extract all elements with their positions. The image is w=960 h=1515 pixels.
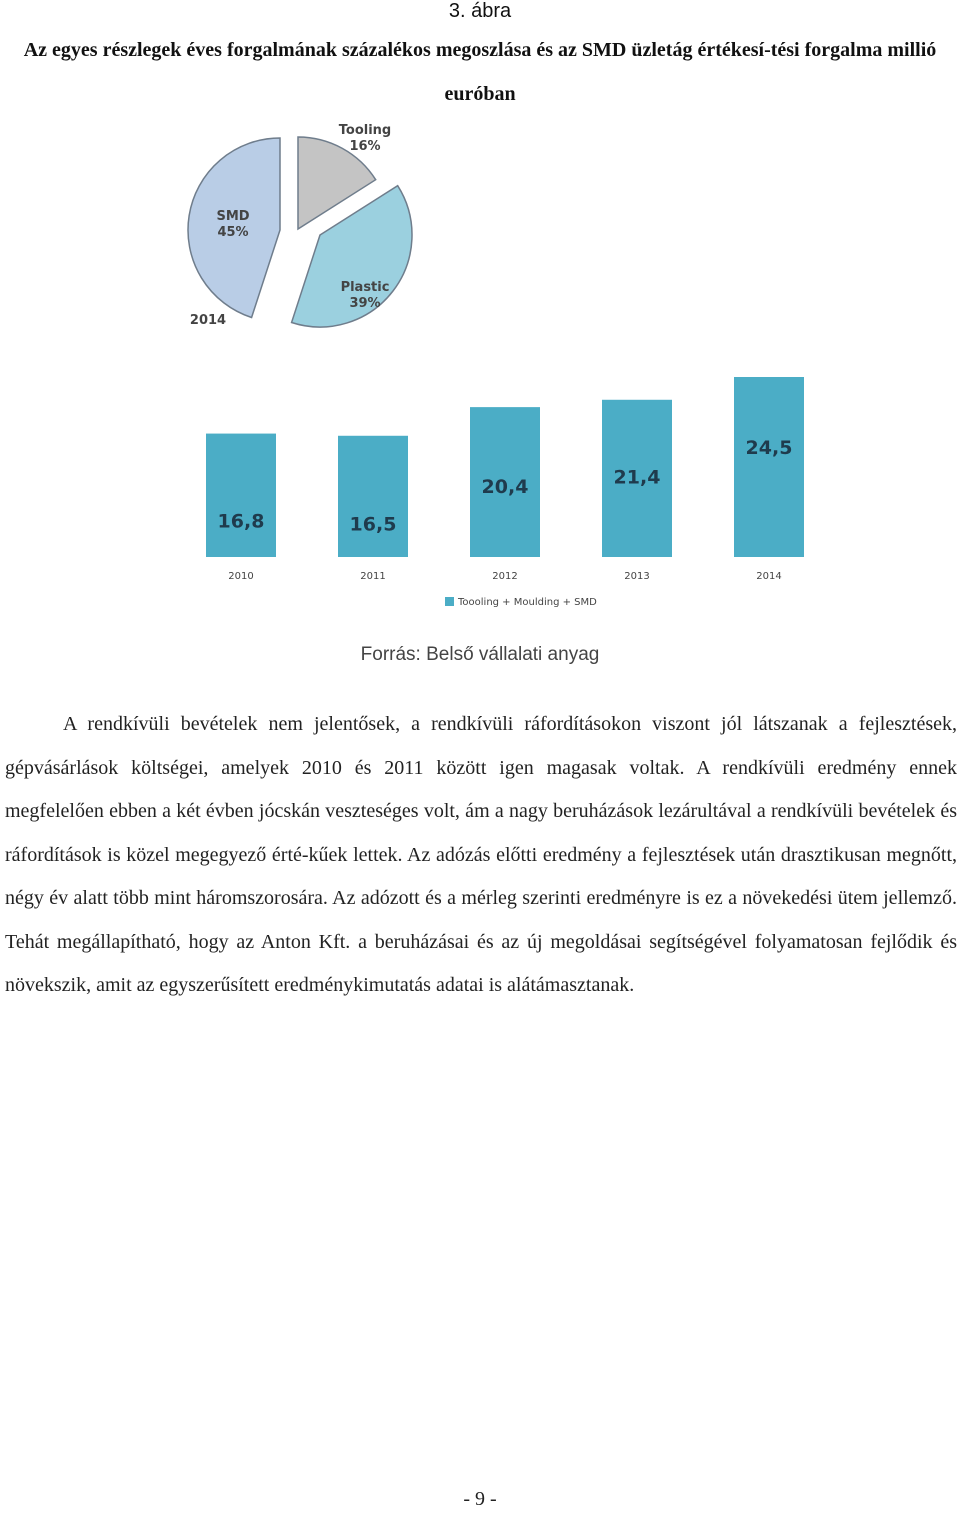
bar-2010 [206, 434, 276, 557]
x-tick-label-2013: 2013 [624, 571, 650, 582]
pie-value-tooling: 16% [349, 139, 381, 154]
bar-chart [190, 365, 830, 615]
figure-label: 3. ábra [448, 0, 512, 22]
bar-value-label-2013: 21,4 [613, 466, 661, 489]
pie-label-tooling: Tooling [338, 123, 392, 138]
pie-title: 2014 [189, 313, 227, 328]
x-tick-label-2012: 2012 [492, 571, 518, 582]
pie-value-smd: 45% [217, 225, 249, 240]
bar-value-label-2010: 16,8 [217, 510, 265, 533]
bar-value-label-2012: 20,4 [481, 476, 529, 499]
x-tick-label-2014: 2014 [756, 571, 782, 582]
bar-value-label-2011: 16,5 [349, 513, 397, 536]
pie-label-smd: SMD [216, 209, 250, 224]
bar-value-label-2014: 24,5 [745, 437, 793, 459]
bar-2014 [734, 377, 804, 557]
body-paragraph: A rendkívüli bevételek nem jelentősek, a rendkívüli ráfordításokon viszont jól látszanak a fejlesztések, gépvásárlások költségei, amelyek 2010 és 2011 között igen magasak voltak. A rendkívüli eredmény ennek megfelelően ebben a két évben jócskán veszteséges volt, ám a nagy beruházások lezárultával a rendkívüli bevételek és ráfordítások is közel megegyező érté-kűek lettek. Az adózás előtti eredmény a fejlesztések után drasztikusan megnőtt, négy év alatt több mint háromszorosára. Az adózott és a mérleg szerinti eredményre is ez a növekedési ütem jellemző. Tehát megállapítható, hogy az Anton Kft. a beruházásai és az új megoldásai segítségével folyamatosan fejlődik és növekszik, amit az egyszerűsített eredménykimutatás adatai is alátámasztanak. [5, 713, 957, 996]
x-tick-label-2010: 2010 [228, 571, 254, 582]
pie-chart [180, 110, 440, 350]
x-tick-label-2011: 2011 [360, 571, 386, 582]
pie-value-plastic: 39% [349, 296, 381, 311]
legend-swatch [445, 597, 454, 606]
pie-label-plastic: Plastic [340, 280, 390, 295]
page-number: - 9 - [463, 1488, 497, 1510]
body-paragraph-block [5, 703, 957, 1008]
figure-source: Forrás: Belső vállalati anyag [360, 644, 600, 665]
legend-label: Toooling + Moulding + SMD [458, 597, 597, 608]
figure-title: Az egyes részlegek éves forgalmának százalékos megoszlása és az SMD üzletág értékesí-tési forgalma millió euróban [23, 39, 937, 105]
bar-2011 [338, 436, 408, 557]
